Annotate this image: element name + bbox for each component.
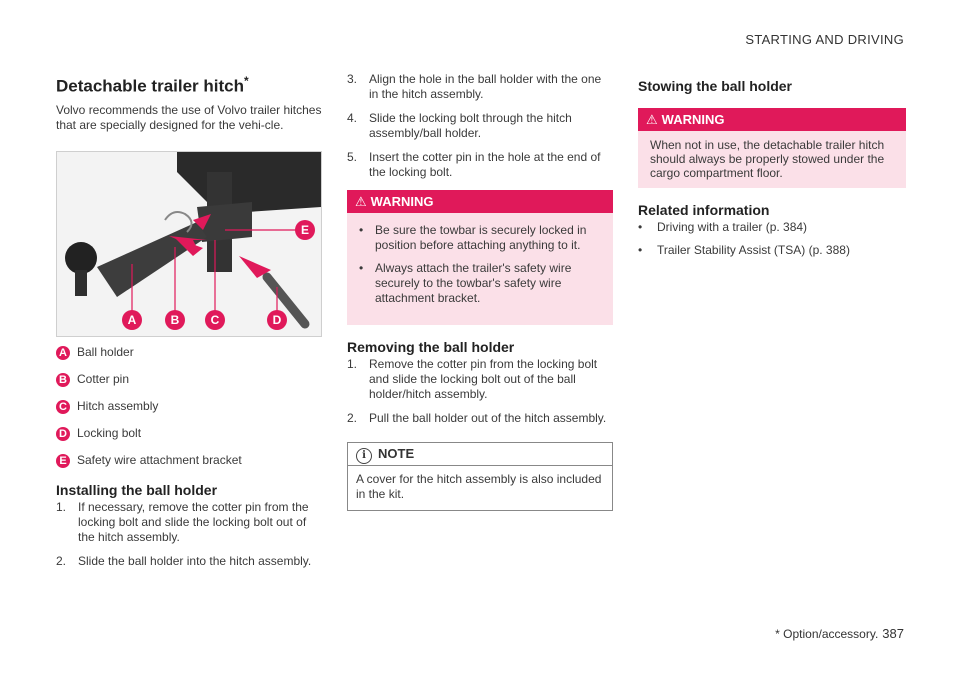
step-item xyxy=(347,411,613,426)
warning-item xyxy=(359,223,603,253)
warning-box xyxy=(347,190,613,325)
installing-steps xyxy=(56,500,322,569)
warning-text: Be sure the towbar is securely locked in position before attaching anything to it. xyxy=(375,223,587,252)
step-text: If necessary, remove the cotter pin from the locking bolt and slide the locking bolt out of the hitch assembly. xyxy=(78,499,309,544)
legend-label: Cotter pin xyxy=(77,371,130,386)
step-text: Remove the cotter pin from the locking bolt and slide the locking bolt out of the ball holder/hitch assembly. xyxy=(369,357,598,401)
related-link[interactable] xyxy=(638,220,906,235)
column-2 xyxy=(347,72,613,511)
step-text: Align the hole in the ball holder with the one in the hitch assembly. xyxy=(369,72,602,101)
step-item xyxy=(347,72,613,102)
legend-label: Hitch assembly xyxy=(77,398,159,413)
intro-text: Volvo recommends the use of Volvo trailer hitches that are specially designed for the vehi-cle. xyxy=(56,102,322,132)
related-link-text[interactable]: Trailer Stability Assist (TSA) (p. 388) xyxy=(657,243,850,257)
badge-c: C xyxy=(56,400,70,414)
badge-a: A xyxy=(56,346,70,360)
step-number: 2. xyxy=(56,553,67,568)
note-box xyxy=(347,442,613,511)
page-footer xyxy=(775,626,904,641)
svg-text:D: D xyxy=(272,312,282,327)
legend-item xyxy=(56,399,322,414)
warning-triangle-icon: ⚠ xyxy=(646,112,658,127)
bullet: • xyxy=(638,220,643,234)
related-link[interactable] xyxy=(638,243,906,258)
installing-steps-continued xyxy=(347,72,613,180)
related-list xyxy=(638,220,906,258)
removing-heading: Removing the ball holder xyxy=(347,339,515,355)
page-title xyxy=(56,74,322,97)
column-3 xyxy=(638,72,906,266)
legend-item xyxy=(56,345,322,360)
bullet: • xyxy=(359,261,364,275)
note-header xyxy=(348,443,612,466)
svg-text:C: C xyxy=(210,312,220,327)
note-text: A cover for the hitch assembly is also included in the kit. xyxy=(356,472,602,501)
related-heading: Related information xyxy=(638,202,770,218)
warning-item xyxy=(359,261,603,306)
warning-triangle-icon: ⚠ xyxy=(355,194,367,209)
option-mark: * xyxy=(244,74,249,88)
warning-label: WARNING xyxy=(370,194,434,209)
step-number: 3. xyxy=(347,72,358,86)
info-circle-icon: i xyxy=(356,448,372,464)
badge-b: B xyxy=(56,373,70,387)
legend-item xyxy=(56,453,322,468)
step-item xyxy=(56,554,322,569)
note-label: NOTE xyxy=(378,446,415,461)
figure-legend xyxy=(56,345,322,468)
removing-steps xyxy=(347,357,613,426)
step-text: Slide the locking bolt through the hitch assembly/ball holder. xyxy=(369,111,572,140)
warning-label: WARNING xyxy=(661,112,725,127)
step-item xyxy=(347,357,613,402)
step-number: 1. xyxy=(347,357,358,371)
stowing-heading: Stowing the ball holder xyxy=(638,78,792,94)
warning-text: When not in use, the detachable trailer hitch should always be properly stowed under the cargo compartment floor. xyxy=(650,138,885,180)
svg-text:A: A xyxy=(127,312,137,327)
legend-label: Ball holder xyxy=(77,344,134,359)
badge-e: E xyxy=(56,454,70,468)
bullet: • xyxy=(638,243,643,257)
legend-label: Safety wire attachment bracket xyxy=(77,452,242,467)
step-item xyxy=(347,111,613,141)
svg-text:B: B xyxy=(170,312,180,327)
column-1 xyxy=(56,72,322,578)
title-text: Detachable trailer hitch xyxy=(56,76,245,96)
footnote: * Option/accessory. xyxy=(775,627,879,641)
legend-label: Locking bolt xyxy=(77,425,142,440)
step-text: Slide the ball holder into the hitch assembly. xyxy=(78,553,312,568)
related-link-text[interactable]: Driving with a trailer (p. 384) xyxy=(657,220,808,234)
svg-text:E: E xyxy=(300,222,310,237)
legend-item xyxy=(56,372,322,387)
bullet: • xyxy=(359,223,364,237)
legend-item xyxy=(56,426,322,441)
warning-list xyxy=(359,220,603,317)
warning-header xyxy=(347,190,613,213)
warning-header xyxy=(638,108,906,131)
step-number: 2. xyxy=(347,411,358,425)
badge-d: D xyxy=(56,427,70,441)
step-item xyxy=(347,150,613,180)
step-text: Insert the cotter pin in the hole at the end of the locking bolt. xyxy=(369,150,601,179)
step-number: 5. xyxy=(347,150,358,164)
running-header: STARTING AND DRIVING xyxy=(745,32,904,47)
warning-text: Always attach the trailer's safety wire securely to the towbar's safety wire attachment bracket. xyxy=(375,261,572,305)
stowing-warning-box xyxy=(638,108,906,188)
step-text: Pull the ball holder out of the hitch assembly. xyxy=(369,411,607,425)
step-number: 1. xyxy=(56,499,67,514)
step-item xyxy=(56,500,322,545)
trailer-hitch-illustration xyxy=(56,151,322,337)
step-number: 4. xyxy=(347,111,358,125)
installing-heading: Installing the ball holder xyxy=(56,481,218,498)
page-number: 387 xyxy=(882,626,904,641)
